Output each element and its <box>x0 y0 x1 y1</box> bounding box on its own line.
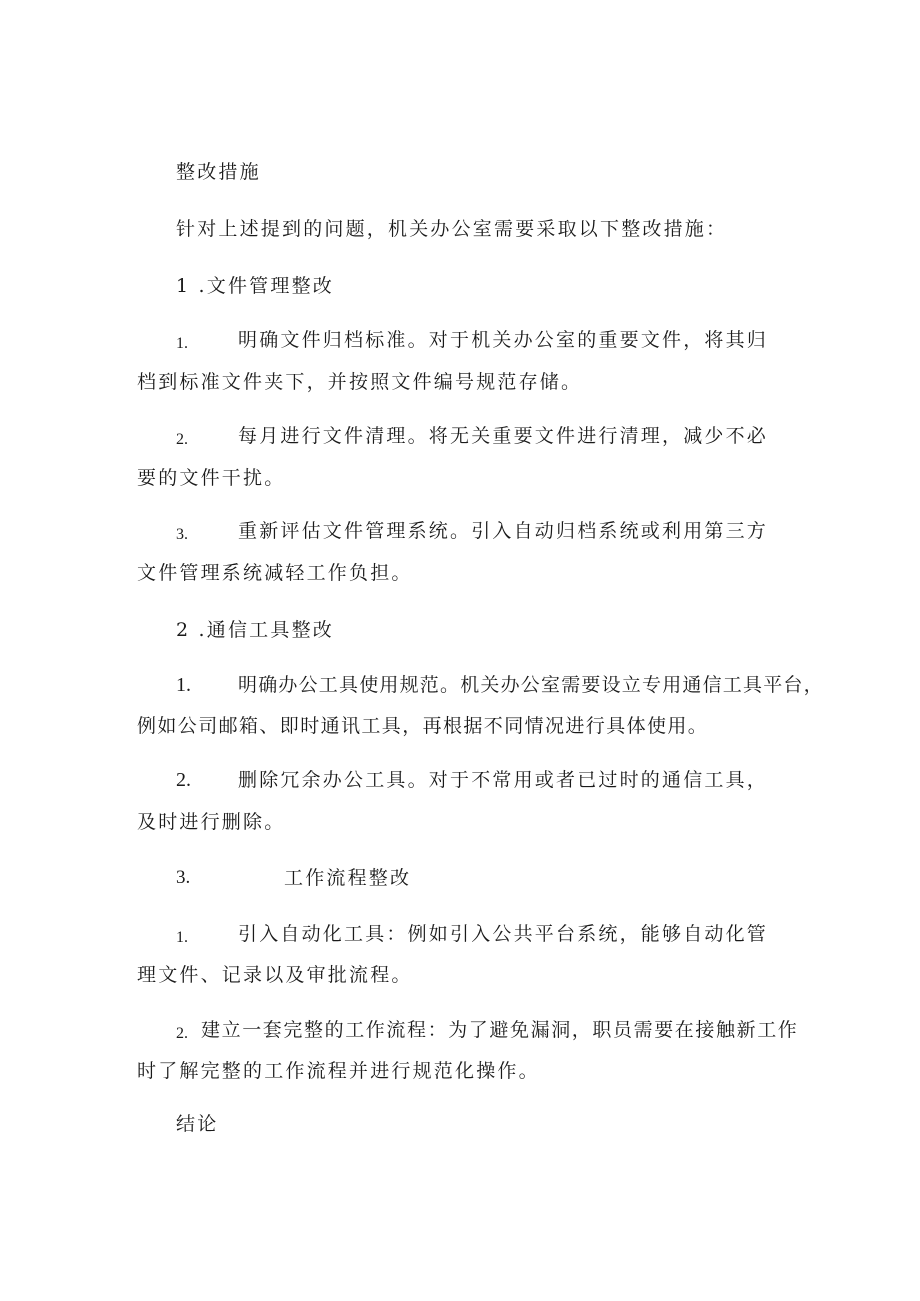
section1-item1-line2: 档到标准文件夹下，并按照文件编号规范存储。 <box>137 371 583 393</box>
intro-paragraph: 针对上述提到的问题，机关办公室需要采取以下整改措施： <box>176 218 728 240</box>
section1-item2-line1: 每月进行文件清理。将无关重要文件进行清理，减少不必 <box>238 425 769 447</box>
section1-item3-number: 3. <box>176 526 188 543</box>
section2-title: 2 .通信工具整改 <box>176 619 334 641</box>
section1-item1-line1: 明确文件归档标准。对于机关办公室的重要文件，将其归 <box>238 329 769 351</box>
section1-title: 1 .文件管理整改 <box>176 275 334 297</box>
section1-item2-line2: 要的文件干扰。 <box>137 467 286 489</box>
section2-item1-number: 1. <box>176 674 191 696</box>
section3-item1-line1: 引入自动化工具：例如引入公共平台系统，能够自动化管 <box>238 923 769 945</box>
section2-item2-line1: 删除冗余办公工具。对于不常用或者已过时的通信工具， <box>238 769 769 791</box>
section3-item2-line1: 建立一套完整的工作流程：为了避免漏洞，职员需要在接触新工作 <box>201 1019 799 1041</box>
section1-item3-line2: 文件管理系统减轻工作负担。 <box>137 562 413 584</box>
section3-item2-number: 2. <box>176 1025 188 1042</box>
section3-title: 工作流程整改 <box>284 867 412 889</box>
section2-item1-line1: 明确办公工具使用规范。机关办公室需要设立专用通信工具平台， <box>238 674 824 696</box>
heading-measures: 整改措施 <box>176 161 261 183</box>
section1-item3-line1: 重新评估文件管理系统。引入自动归档系统或利用第三方 <box>238 520 769 542</box>
section3-item1-number: 1. <box>176 929 188 946</box>
section1-item2-number: 2. <box>176 431 188 448</box>
section1-item1-number: 1. <box>176 335 188 352</box>
section2-item2-number: 2. <box>176 769 191 791</box>
section3-number: 3. <box>176 867 191 888</box>
section2-item1-line2: 例如公司邮箱、即时通讯工具，再根据不同情况进行具体使用。 <box>137 715 709 737</box>
heading-conclusion: 结论 <box>176 1113 219 1135</box>
section2-item2-line2: 及时进行删除。 <box>137 811 286 833</box>
section3-item1-line2: 理文件、记录以及审批流程。 <box>137 964 413 986</box>
section3-item2-line2: 时了解完整的工作流程并进行规范化操作。 <box>137 1060 540 1082</box>
